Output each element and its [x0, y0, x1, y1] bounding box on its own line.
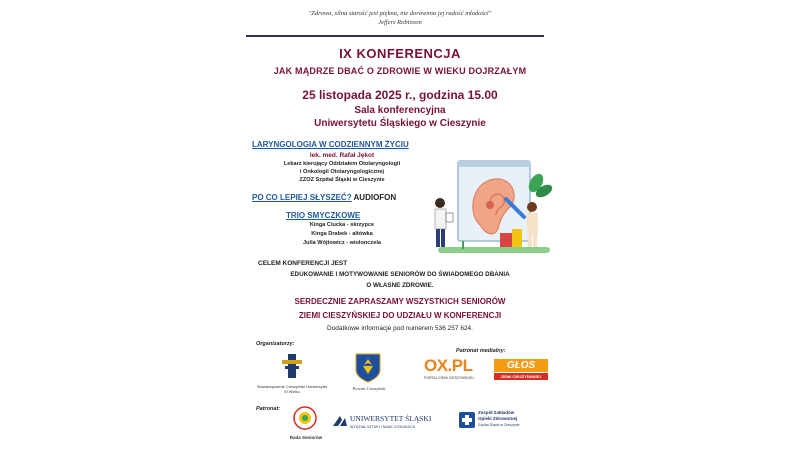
- patronage-label: Patronat:: [256, 406, 281, 412]
- conference-poster: [242, 0, 558, 450]
- nurse-body-icon: [527, 213, 538, 235]
- us-logo-icon: [332, 414, 348, 428]
- ground: [438, 247, 550, 253]
- screen-bar: [458, 161, 530, 167]
- conference-title: IX KONFERENCJA: [339, 46, 461, 61]
- hospital-logo-icon: [458, 410, 476, 430]
- goal-intro: CELEM KONFERENCJI JEST: [258, 260, 348, 267]
- coat-of-arms-icon: [354, 352, 382, 384]
- topic-hearing-question: PO CO LEPIEJ SŁYSZEĆ?: [252, 193, 352, 202]
- oxpl-sub: PORTAL ZIEMI CIESZYŃSKIEJ: [424, 376, 474, 380]
- org1-emblem-icon: [276, 352, 308, 382]
- goal-text: EDUKOWANIE I MOTYWOWANIE SENIORÓW DO ŚWIADOMEGO DBANIA: [290, 271, 510, 278]
- rada-emblem-icon: [290, 404, 320, 434]
- hospital-name-1: Zespół Zakładów: [478, 410, 515, 415]
- plant-icon: [462, 241, 464, 249]
- conference-subtitle: JAK MĄDRZE DBAĆ O ZDROWIE W WIEKU DOJRZAŁYM: [273, 66, 527, 76]
- media-label: Patronat medialny:: [456, 348, 506, 354]
- rada-name: Rada Seniorów: [289, 435, 323, 440]
- glos-logo: GŁOS: [494, 359, 548, 372]
- goal-text-2: O WŁASNE ZDROWIE.: [366, 282, 434, 289]
- glos-sub: ZIEMI CIESZYŃSKIEJ: [494, 373, 548, 380]
- topic-laryngology: LARYNGOLOGIA W CODZIENNYM ŻYCIU: [252, 140, 409, 149]
- topic-hearing: [252, 193, 396, 202]
- us-sub: WYDZIAŁ SZTUKI I NAUK O EDUKACJI: [350, 425, 416, 429]
- speaker-role-2: i Onkologii Otolaryngologicznej: [299, 169, 385, 175]
- nurse-leg-icon: [528, 235, 532, 247]
- hospital-name-2: Opieki Zdrowotnej: [478, 416, 518, 421]
- ear-point-icon: [486, 201, 494, 209]
- org2-logo: [354, 352, 382, 384]
- doctor-head-icon: [435, 198, 445, 208]
- rada-logo: [290, 404, 320, 434]
- event-date: 25 listopada 2025 r., godzina 15.00: [302, 88, 498, 102]
- doctor-leg-icon: [436, 229, 440, 247]
- event-venue-place: Uniwersytetu Śląskiego w Cieszynie: [314, 118, 486, 129]
- organizers-label: Organizatorzy:: [256, 341, 295, 347]
- musician-1: Kinga Ciucka - skrzypce: [309, 222, 375, 228]
- oxpl-logo: OX.PL: [424, 356, 473, 375]
- event-venue-room: Sala konferencyjna: [354, 105, 446, 116]
- invite-line-1: SERDECZNIE ZAPRASZAMY WSZYSTKICH SENIORÓW: [294, 297, 506, 306]
- jar-icon: [512, 229, 522, 247]
- doctor-leg-icon-2: [441, 229, 445, 247]
- quote-text: "Zdrowa, silna starość jest piękna, nie dorównna jej radość młodości": [308, 10, 492, 17]
- musician-2: Kinga Drabek - altówka: [311, 231, 373, 237]
- hospital-name-3: Szpital Śląski w Cieszynie: [478, 423, 520, 427]
- invite-line-2: ZIEMI CIESZYŃSKIEJ DO UDZIAŁU W KONFERENCJI: [298, 311, 502, 320]
- topic-hearing-sponsor: AUDIOFON: [353, 193, 397, 202]
- org2-name: Powiat Cieszyński: [352, 386, 386, 391]
- nurse-leg-icon-2: [533, 235, 537, 247]
- org1-name: Stowarzyszenie Cieszyński Uniwersytet III Wieku: [256, 384, 328, 394]
- topic-trio: TRIO SMYCZKOWE: [286, 211, 361, 220]
- speaker-role-1: Lekarz kierujący Oddziałem Otolaryngologii: [283, 161, 401, 167]
- bucket-icon: [500, 233, 512, 247]
- quote-author: Jeffers Robinson: [378, 19, 422, 26]
- divider: [246, 35, 544, 37]
- contact-info: Dodatkowe informacje pod numerem 536 257 624.: [327, 325, 473, 332]
- nurse-head-icon: [527, 202, 537, 212]
- ear-doctor-illustration: [428, 155, 560, 267]
- org1-logo: [276, 352, 308, 382]
- doctor-body-icon: [435, 209, 446, 229]
- musician-3: Julia Wójtowicz - wiolonczela: [302, 240, 381, 246]
- speaker-name: lek. med. Rafał Jękot: [309, 152, 375, 159]
- speaker-role-3: ZZOZ Szpital Śląski w Cieszynie: [299, 177, 385, 183]
- clipboard-icon: [446, 213, 453, 222]
- us-name: UNIWERSYTET ŚLĄSKI: [350, 414, 432, 423]
